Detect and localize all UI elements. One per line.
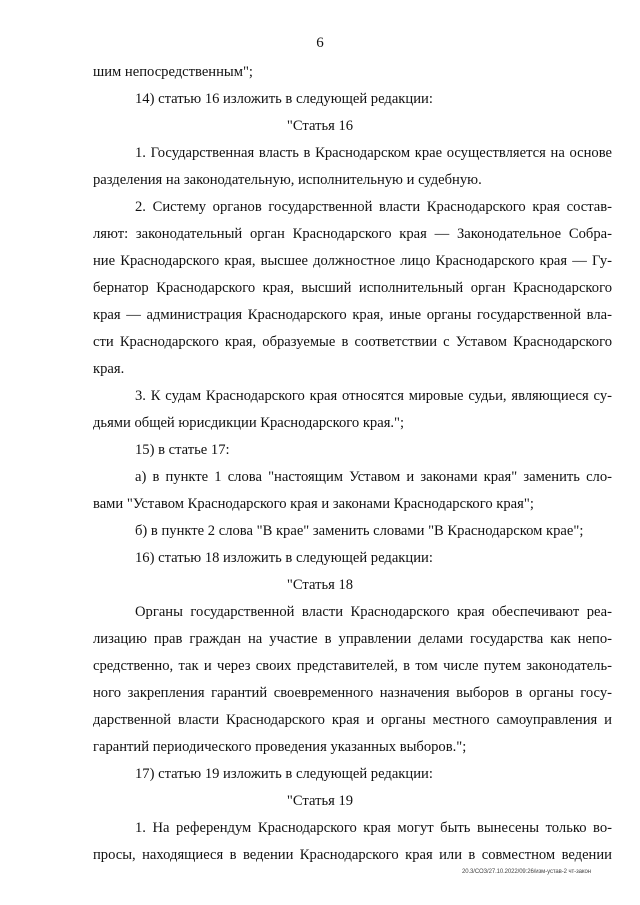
- page-number: 6: [316, 35, 324, 51]
- text-line: а) в пункте 1 слова "настоящим Уставом и законами края" заменить сло-: [135, 469, 612, 485]
- document-footer: 20.3/СОЗ/27.10.2022/09:26/изм-устав-2 чт-закон: [462, 869, 591, 875]
- article-heading: "Статья 18: [286, 577, 354, 593]
- text-line: средственно, так и через своих представителей, в том числе путем законодатель-: [93, 658, 612, 674]
- text-line: 2. Систему органов государственной власти Краснодарского края состав-: [135, 199, 612, 215]
- text-line: Органы государственной власти Краснодарского края обеспечивают реа-: [135, 604, 612, 620]
- article-heading: "Статья 16: [286, 118, 354, 134]
- text-line: 14) статью 16 изложить в следующей редакции:: [135, 91, 433, 107]
- text-line: б) в пункте 2 слова "В крае" заменить словами "В Краснодарском крае";: [135, 523, 584, 539]
- text-line: 1. На референдум Краснодарского края могут быть вынесены только во-: [135, 820, 612, 836]
- text-line: 3. К судам Краснодарского края относятся мировые судьи, являющиеся су-: [135, 388, 612, 404]
- text-line: дьями общей юрисдикции Краснодарского края.";: [93, 415, 405, 431]
- text-line: гарантий периодического проведения указанных выборов.";: [93, 739, 467, 755]
- article-heading: "Статья 19: [286, 793, 354, 809]
- text-line: 1. Государственная власть в Краснодарском крае осуществляется на основе: [135, 145, 612, 161]
- text-line: 15) в статье 17:: [135, 442, 230, 458]
- text-line: шим непосредственным";: [93, 64, 253, 80]
- text-line: просы, находящиеся в ведении Краснодарского края или в совместном ведении: [93, 847, 612, 863]
- text-line: лизацию прав граждан на участие в управлении делами государства как непо-: [93, 631, 612, 647]
- text-line: края — администрация Краснодарского края, иные органы государственной вла-: [93, 307, 612, 323]
- text-line: 16) статью 18 изложить в следующей редакции:: [135, 550, 433, 566]
- text-line: ного закрепления гарантий своевременного назначения выборов в органы госу-: [93, 685, 612, 701]
- text-line: 17) статью 19 изложить в следующей редакции:: [135, 766, 433, 782]
- text-line: бернатор Краснодарского края, высший исполнительный орган Краснодарского: [93, 280, 612, 296]
- text-line: ляют: законодательный орган Краснодарского края — Законодательное Собра-: [93, 226, 612, 242]
- text-line: разделения на законодательную, исполнительную и судебную.: [93, 172, 482, 188]
- text-line: края.: [93, 361, 125, 377]
- text-line: дарственной власти Краснодарского края и органы местного самоуправления и: [93, 712, 612, 728]
- text-line: вами "Уставом Краснодарского края и законами Краснодарского края";: [93, 496, 534, 512]
- text-line: ние Краснодарского края, высшее должностное лицо Краснодарского края — Гу-: [93, 253, 612, 269]
- text-line: сти Краснодарского края, образуемые в соответствии с Уставом Краснодарского: [93, 334, 612, 350]
